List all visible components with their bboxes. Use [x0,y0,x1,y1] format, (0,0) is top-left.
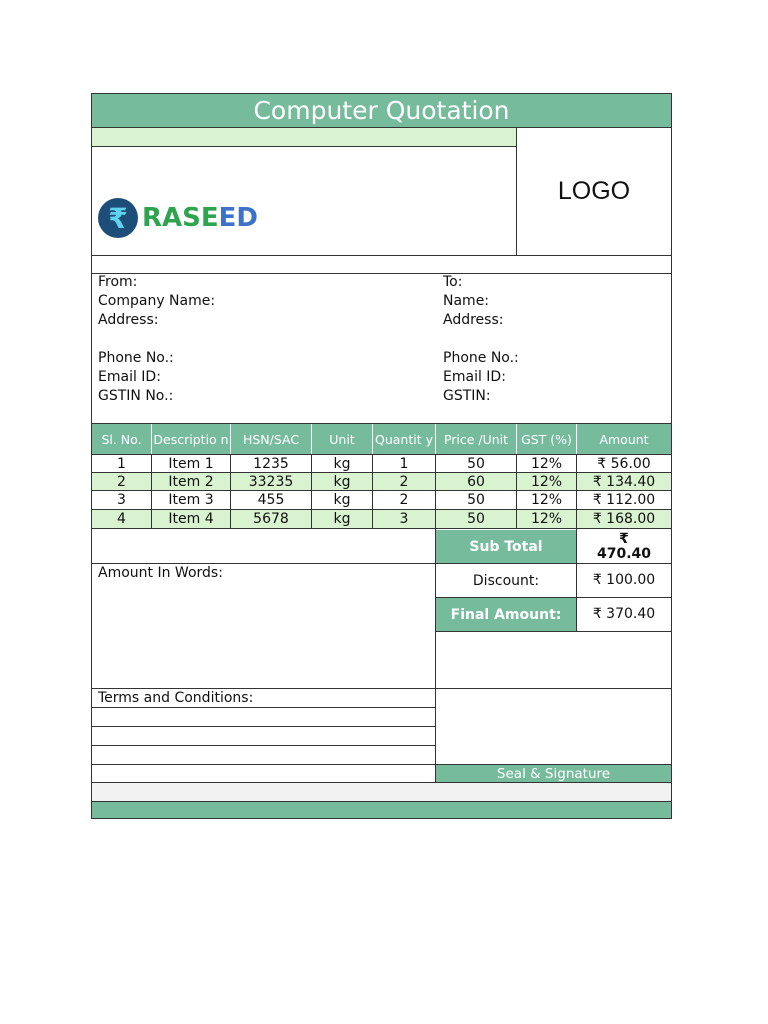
final-amount-value: ₹ 370.40 [592,606,656,622]
brand-name-part2: ED [218,203,258,233]
col-header-sl-no: Sl. No. [92,424,152,454]
col-header-quantity: Quantit y [373,424,436,454]
from-phone: Phone No.: [98,350,174,366]
cell-sl-no: 3 [92,491,152,509]
from-address: Address: [98,312,159,328]
from-gstin: GSTIN No.: [98,388,174,404]
discount-label: Discount: [472,572,540,589]
amount-in-words-label: Amount In Words: [98,565,223,581]
col-header-price-unit: Price /Unit [436,424,517,454]
cell-quantity: 3 [373,510,436,528]
to-gstin: GSTIN: [443,388,491,404]
to-email: Email ID: [443,369,506,385]
col-header-hsn-sac: HSN/SAC [231,424,312,454]
cell-description: Item 4 [152,510,231,528]
cell-hsn-sac: 5678 [231,510,312,528]
cell-hsn-sac: 33235 [231,473,312,491]
document-title: Computer Quotation [92,94,671,127]
cell-gst: 12% [517,473,577,491]
cell-hsn-sac: 455 [231,491,312,509]
table-row [92,454,671,473]
cell-price-unit: 50 [436,510,517,528]
brand-logo [98,198,258,240]
cell-gst: 12% [517,455,577,473]
col-header-unit: Unit [312,424,373,454]
terms-label: Terms and Conditions: [98,690,254,706]
from-block [98,273,428,406]
table-row [92,510,671,529]
cell-quantity: 1 [373,455,436,473]
quotation-sheet [91,93,672,819]
cell-price-unit: 50 [436,491,517,509]
cell-amount: ₹ 134.40 [592,474,656,490]
cell-quantity: 2 [373,491,436,509]
cell-amount: ₹ 168.00 [592,511,656,527]
footer-gray-strip [92,783,671,801]
cell-unit: kg [312,473,373,491]
cell-unit: kg [312,455,373,473]
cell-amount: ₹ 112.00 [592,492,656,508]
cell-unit: kg [312,491,373,509]
col-header-gst: GST (%) [517,424,577,454]
header-strip [92,128,516,146]
rupee-logo-icon: ₹ [98,198,138,238]
footer-green-strip [92,802,671,818]
final-amount-label: Final Amount: [436,598,576,631]
to-phone: Phone No.: [443,350,519,366]
cell-amount: ₹ 56.00 [597,456,651,472]
cell-price-unit: 50 [436,455,517,473]
cell-unit: kg [312,510,373,528]
cell-quantity: 2 [373,473,436,491]
cell-sl-no: 1 [92,455,152,473]
cell-sl-no: 2 [92,473,152,491]
discount-value: ₹ 100.00 [592,572,656,588]
to-block [443,273,663,406]
logo-placeholder: LOGO [557,177,631,205]
cell-description: Item 3 [152,491,231,509]
col-header-description: Descriptio n [152,424,231,454]
from-email: Email ID: [98,369,161,385]
brand-name-part1: RASE [142,203,219,233]
from-company: Company Name: [98,293,216,309]
cell-gst: 12% [517,510,577,528]
cell-description: Item 2 [152,473,231,491]
table-row [92,491,671,510]
seal-signature-label: Seal & Signature [436,765,671,782]
cell-gst: 12% [517,491,577,509]
cell-price-unit: 60 [436,473,517,491]
cell-description: Item 1 [152,455,231,473]
col-header-amount: Amount [599,431,649,447]
table-header [92,424,671,454]
to-name: Name: [443,293,490,309]
to-heading: To: [443,274,463,290]
cell-sl-no: 4 [92,510,152,528]
cell-hsn-sac: 1235 [231,455,312,473]
subtotal-value: ₹ 470.40 [596,530,652,562]
table-row [92,473,671,491]
from-heading: From: [98,274,138,290]
to-address: Address: [443,312,504,328]
subtotal-label: Sub Total [436,530,576,563]
